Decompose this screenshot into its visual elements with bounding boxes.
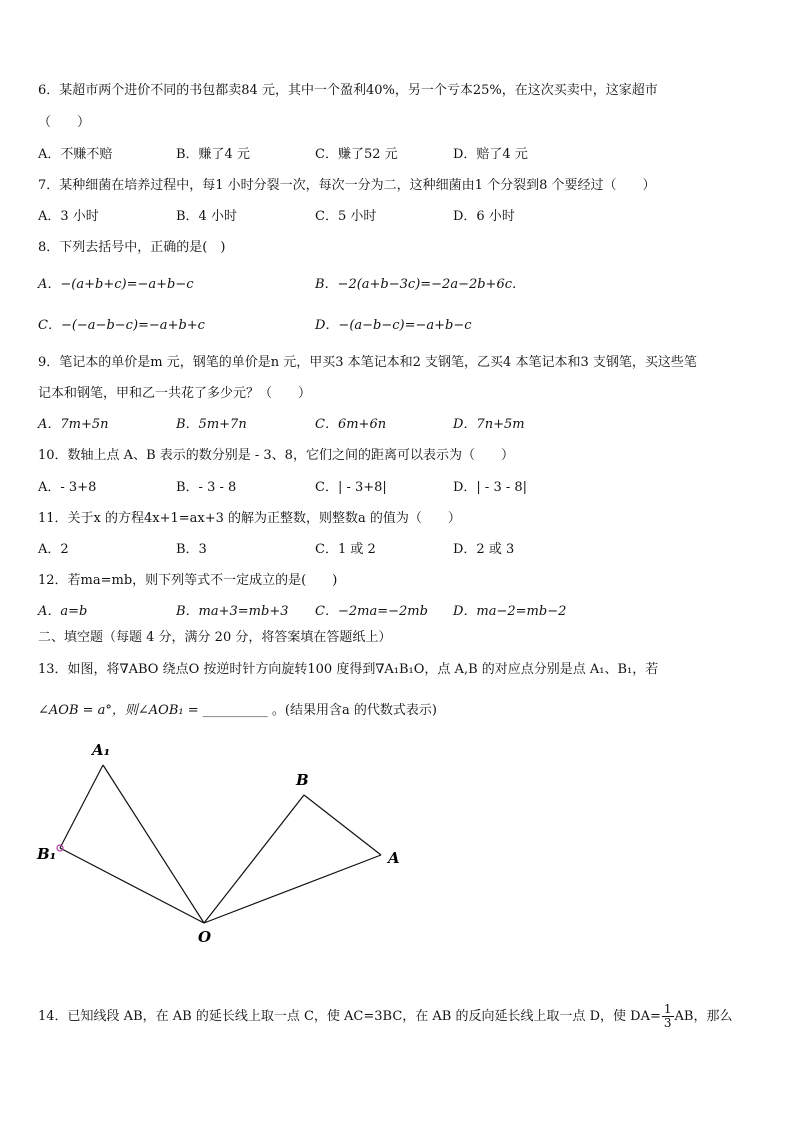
q14-fraction <box>662 1003 674 1030</box>
label-o: O <box>198 928 212 946</box>
q8-option-c: C．−(−a−b−c)=−a+b+c <box>38 318 205 333</box>
segment-a1-o <box>103 765 204 923</box>
q10-stem: 10．数轴上点 A、B 表示的数分别是 - 3、8，它们之间的距离可以表示为（ ） <box>38 448 514 463</box>
label-a1: A₁ <box>92 741 111 759</box>
q12-option-b: B．ma+3=mb+3 <box>176 604 289 619</box>
q8-option-b: B．−2(a+b−3c)=−2a−2b+6c． <box>315 277 526 292</box>
q13-answer-blank[interactable]: __________ <box>202 703 268 718</box>
q8-option-a: A．−(a+b+c)=−a+b−c <box>38 277 194 292</box>
q6-paren: （ ） <box>38 115 91 130</box>
q6-stem: 6．某超市两个进价不同的书包都卖84 元，其中一个盈利40%，另一个亏本25%，在这次买卖中，这家超市 <box>38 83 658 98</box>
label-b: B <box>296 771 309 789</box>
q6-option-a: A．不赚不赔 <box>38 147 113 162</box>
q11-stem: 11．关于x 的方程4x+1=ax+3 的解为正整数，则整数a 的值为（ ） <box>38 511 461 526</box>
section-heading-fill-in: 二、填空题（每题 4 分，满分 20 分，将答案填在答题纸上） <box>38 630 392 645</box>
q9-stem-line1: 9．笔记本的单价是m 元，钢笔的单价是n 元，甲买3 本笔记本和2 支钢笔，乙买4 本笔记本和3 支钢笔，买这些笔 <box>38 355 697 370</box>
q6-option-c: C．赚了52 元 <box>315 147 398 162</box>
figure-lines <box>57 765 381 923</box>
q7-option-d: D．6 小时 <box>453 209 515 224</box>
q9-option-b: B．5m+7n <box>176 417 247 432</box>
segment-b1-o <box>60 848 204 923</box>
q9-stem-line2: 记本和钢笔，甲和乙一共花了多少元？（ ） <box>38 386 312 401</box>
q12-stem: 12．若ma=mb，则下列等式不一定成立的是( ) <box>38 573 338 588</box>
segment-b-a <box>304 795 381 855</box>
q10-option-b: B．- 3 - 8 <box>176 480 237 495</box>
q11-option-b: B．3 <box>176 542 207 557</box>
q13-stem-line1: 13．如图，将∇ABO 绕点O 按逆时针方向旋转100 度得到∇A₁B₁O，点 A,B 的对应点分别是点 A₁、B₁，若 <box>38 662 659 677</box>
q12-option-c: C．−2ma=−2mb <box>315 604 428 619</box>
q8-stem: 8．下列去括号中，正确的是( ) <box>38 240 226 255</box>
q14-fraction-denominator: 3 <box>663 1016 672 1030</box>
q13-stem-line2 <box>38 702 437 720</box>
q14-stem-post: AB，那么 <box>674 1009 733 1024</box>
q10-option-c: C．| - 3+8| <box>315 480 387 495</box>
q11-option-c: C．1 或 2 <box>315 542 376 557</box>
segment-b1-a1 <box>60 765 103 848</box>
q6-option-d: D．赔了4 元 <box>453 147 528 162</box>
q14-fraction-numerator: 1 <box>663 1002 672 1016</box>
q14-stem <box>38 1003 732 1030</box>
q13-angle-expression: ∠AOB = a°，则∠AOB₁ = <box>38 703 199 718</box>
q9-option-d: D．7n+5m <box>453 417 525 432</box>
q10-option-d: D．| - 3 - 8| <box>453 480 528 495</box>
q7-stem: 7．某种细菌在培养过程中，每1 小时分裂一次，每次一分为二，这种细菌由1 个分裂到8 个要经过（ ） <box>38 178 656 193</box>
q9-option-c: C．6m+6n <box>315 417 387 432</box>
label-a: A <box>388 849 400 867</box>
q14-stem-pre: 14．已知线段 AB，在 AB 的延长线上取一点 C，使 AC=3BC，在 AB 的反向延长线上取一点 D，使 DA= <box>38 1009 661 1024</box>
q13-instruction: 。(结果用含a 的代数式表示) <box>271 703 437 718</box>
q12-option-d: D．ma−2=mb−2 <box>453 604 567 619</box>
q8-option-d: D．−(a−b−c)=−a+b−c <box>315 318 472 333</box>
q6-option-b: B．赚了4 元 <box>176 147 250 162</box>
q7-option-b: B．4 小时 <box>176 209 237 224</box>
q11-option-a: A．2 <box>38 542 69 557</box>
label-b1: B₁ <box>37 845 57 863</box>
q7-option-a: A．3 小时 <box>38 209 99 224</box>
q12-option-a: A．a=b <box>38 604 88 619</box>
q11-option-d: D．2 或 3 <box>453 542 515 557</box>
q9-option-a: A．7m+5n <box>38 417 109 432</box>
q7-option-c: C．5 小时 <box>315 209 377 224</box>
q10-option-a: A．- 3+8 <box>38 480 97 495</box>
rotation-figure <box>30 735 400 950</box>
